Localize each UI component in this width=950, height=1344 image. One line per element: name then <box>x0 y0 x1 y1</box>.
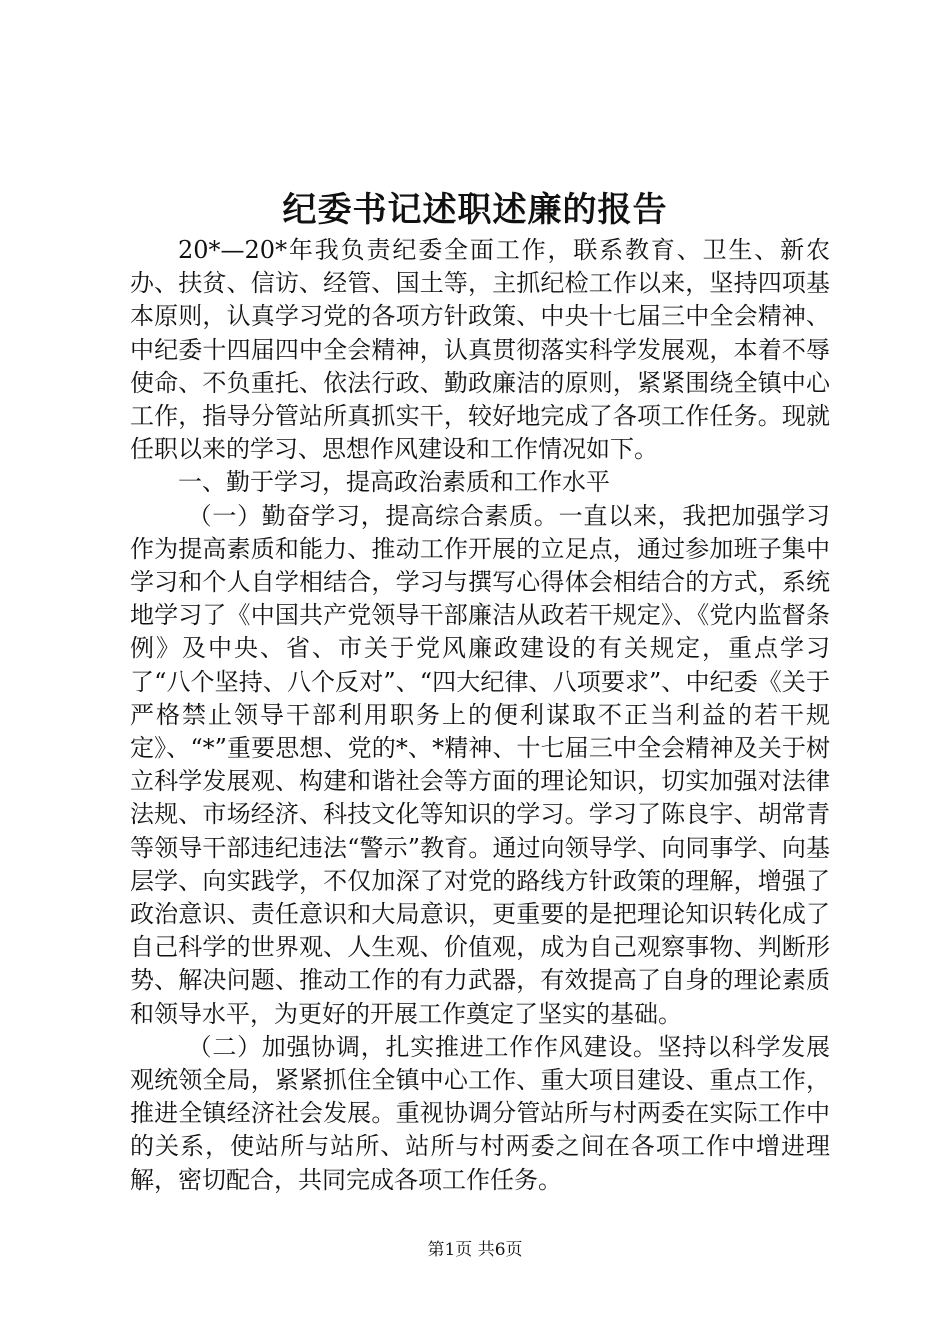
paragraph-subsection-1: （一）勤奋学习，提高综合素质。一直以来，我把加强学习作为提高素质和能力、推动工作开展的立足点，通过参加班子集中学习和个人自学相结合，学习与撰写心得体会相结合的方式，系统地学习了《中国共产党领导干部廉洁从政若干规定》、《党内监督条例》及中央、省、市关于党风廉政建设的有关规定，重点学习了“八个坚持、八个反对”、“四大纪律、八项要求”、中纪委《关于严格禁止领导干部利用职务上的便利谋取不正当利益的若干规定》、“*”重要思想、党的*、*精神、十七届三中全会精神及关于树立科学发展观、构建和谐社会等方面的理论知识，切实加强对法律法规、市场经济、科技文化等知识的学习。学习了陈良宇、胡常青等领导干部违纪违法“警示”教育。通过向领导学、向同事学、向基层学、向实践学，不仅加深了对党的路线方针政策的理解，增强了政治意识、责任意识和大局意识，更重要的是把理论知识转化成了自己科学的世界观、人生观、价值观，成为自己观察事物、判断形势、解决问题、推动工作的有力武器，有效提高了自身的理论素质和领导水平，为更好的开展工作奠定了坚实的基础。 <box>130 501 830 1028</box>
document-title: 纪委书记述职述廉的报告 <box>282 190 668 230</box>
document-body <box>130 234 830 1197</box>
section-heading-1: 一、勤于学习，提高政治素质和工作水平 <box>178 468 610 497</box>
paragraph-subsection-2: （二）加强协调，扎实推进工作作风建设。坚持以科学发展观统领全局，紧紧抓住全镇中心工作、重大项目建设、重点工作，推进全镇经济社会发展。重视协调分管站所与村两委在实际工作中的关系，使站所与站所、站所与村两委之间在各项工作中增进理解，密切配合，共同完成各项工作任务。 <box>130 1032 830 1194</box>
paragraph-intro: 20*—20*年我负责纪委全面工作，联系教育、卫生、新农办、扶贫、信访、经管、国土等，主抓纪检工作以来，坚持四项基本原则，认真学习党的各项方针政策、中央十七届三中全会精神、中纪委十四届四中全会精神，认真贯彻落实科学发展观，本着不辱使命、不负重托、依法行政、勤政廉洁的原则，紧紧围绕全镇中心工作，指导分管站所真抓实干，较好地完成了各项工作任务。现就任职以来的学习、思想作风建设和工作情况如下。 <box>130 236 830 464</box>
page-number-footer: 第1页 共6页 <box>427 1240 523 1260</box>
